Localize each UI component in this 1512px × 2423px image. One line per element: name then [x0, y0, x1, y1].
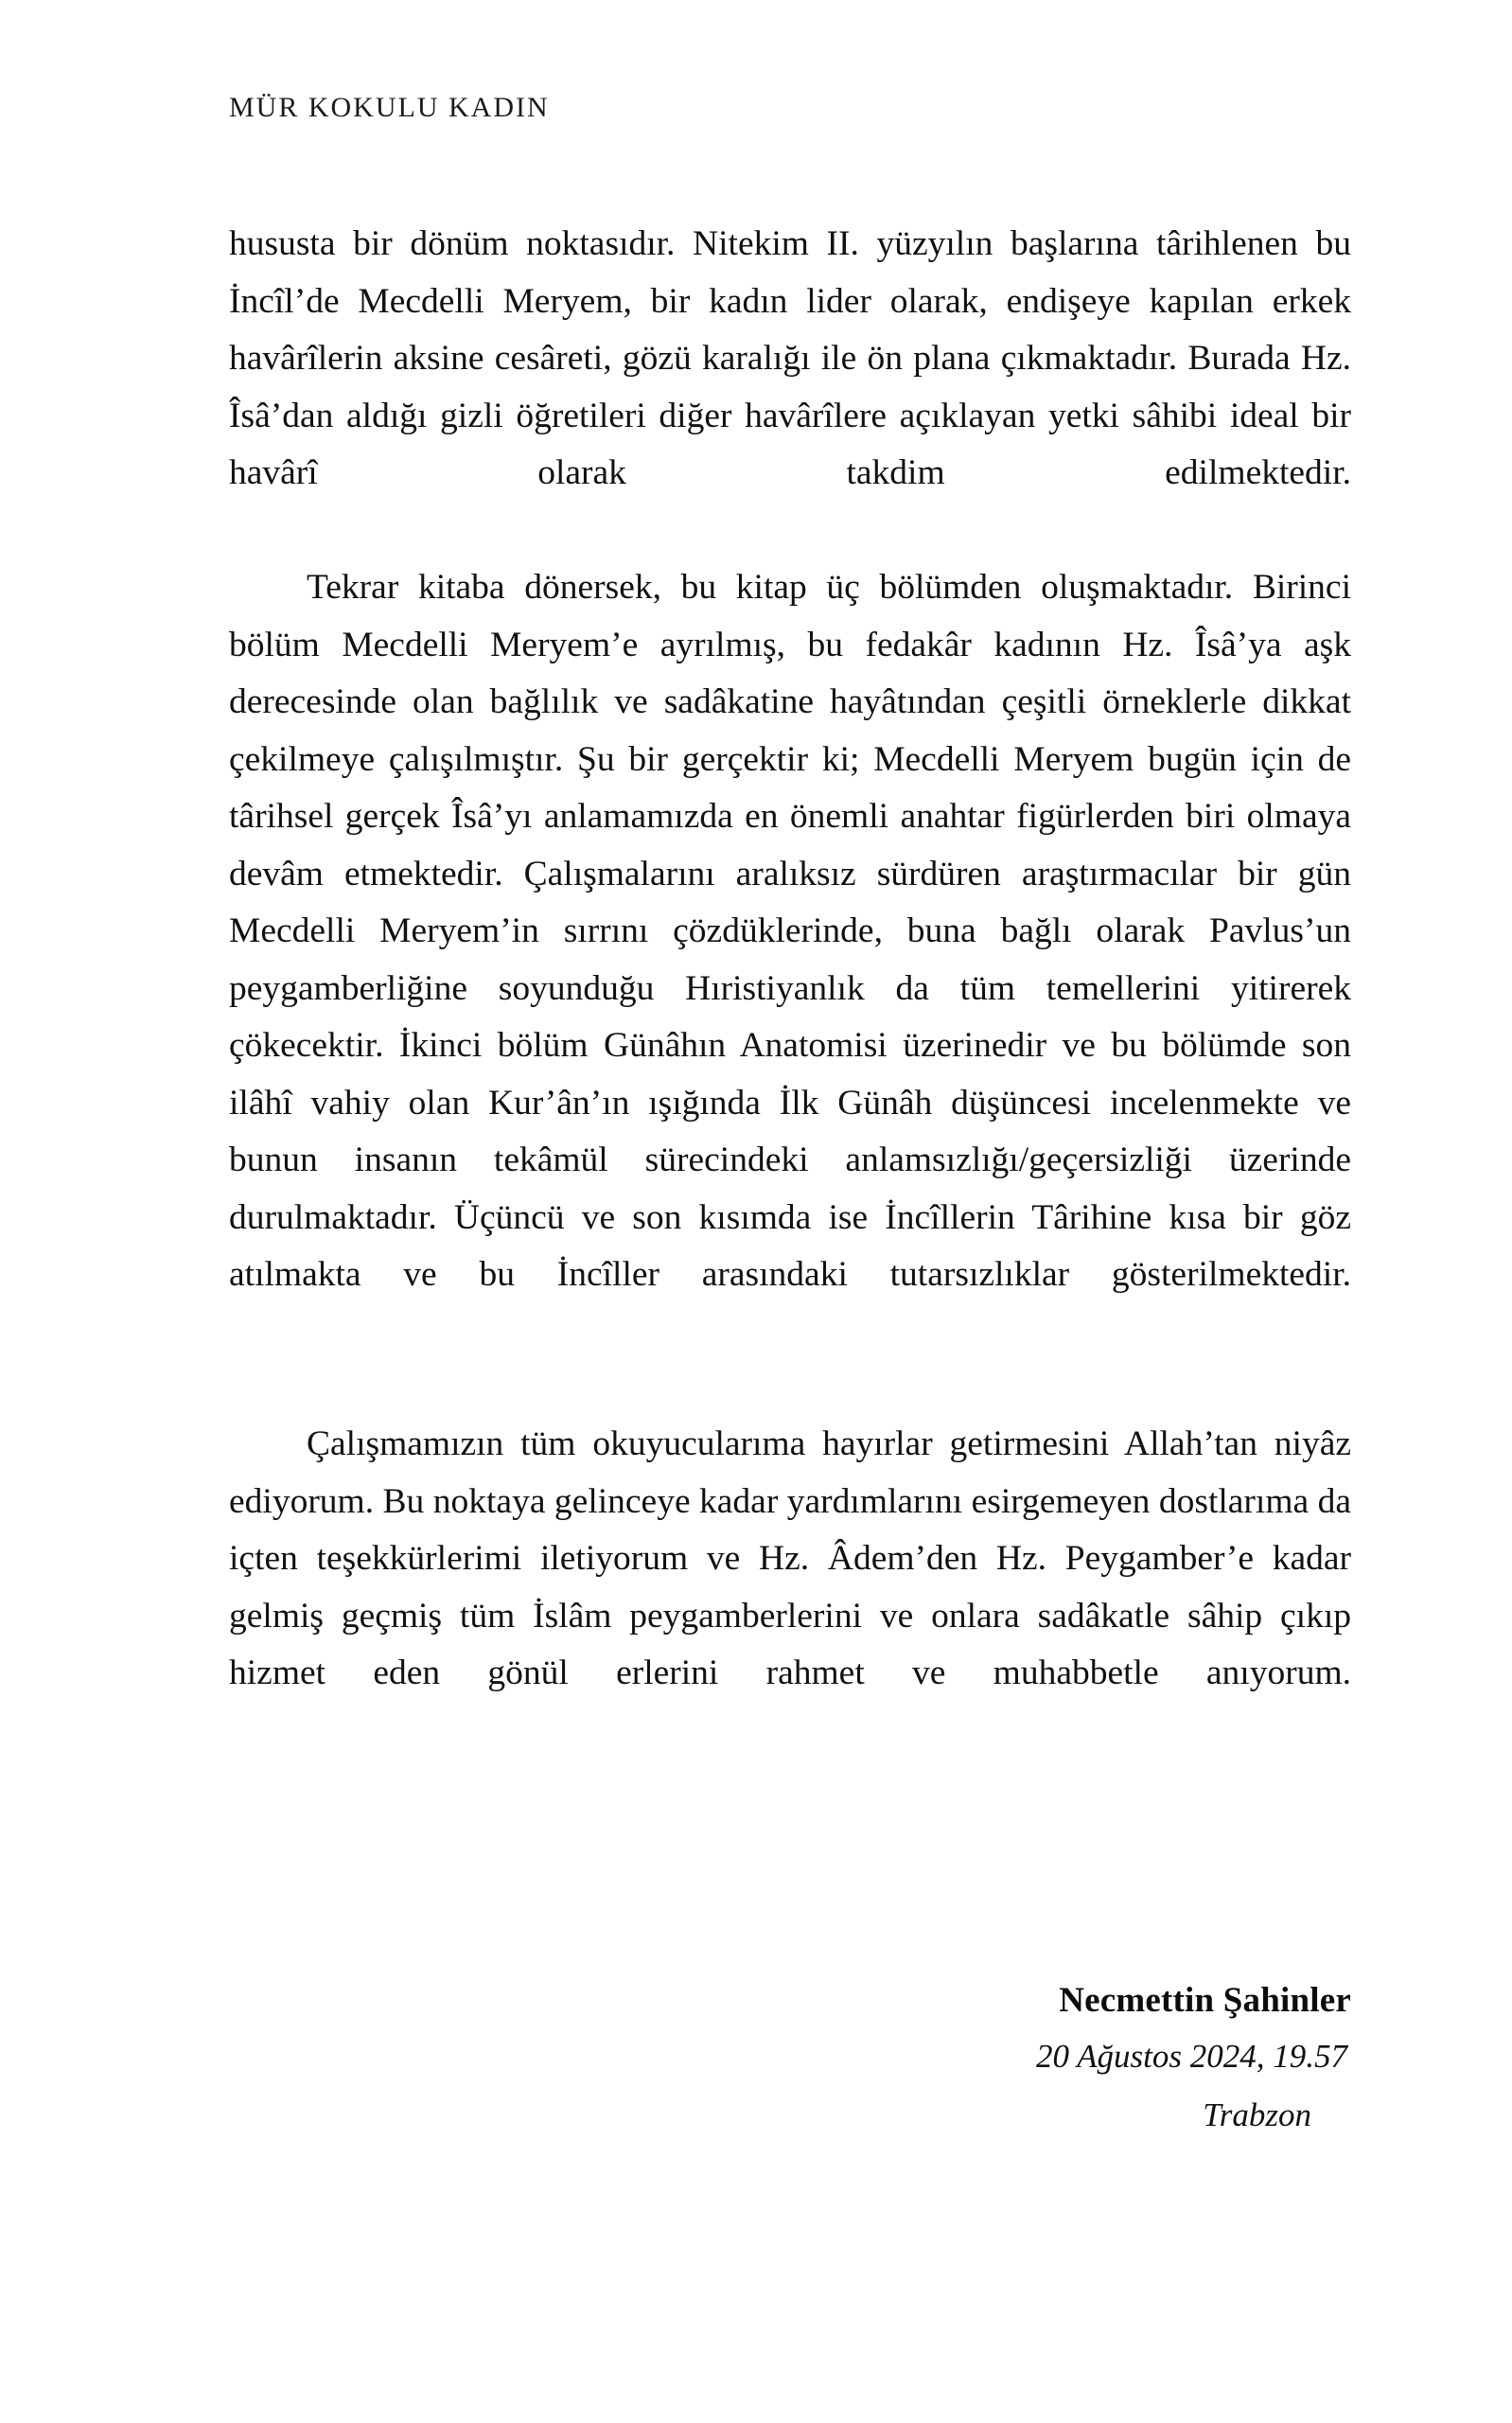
signature-block: [229, 1974, 1351, 2145]
signature-date: 20 Ağustos 2024, 19.57: [1036, 2038, 1347, 2075]
running-head: MÜR KOKULU KADIN: [229, 92, 550, 123]
body-paragraph-1: hususta bir dönüm noktasıdır. Nitekim II. yüzyılın başlarına târihlenen bu İncîl’de Mecdelli Meryem, bir kadın lider olarak, endişeye kapılan erkek havârîlerin aksine cesâreti, gözü karalığı ile ön plana çıkmaktadır. Burada Hz. Îsâ’dan aldığı gizli öğretileri diğer havârîlere açıklayan yetki sâhibi ideal bir havârî olarak takdim edilmektedir.: [229, 224, 1351, 492]
signature-author-name: Necmettin Şahinler: [1059, 1981, 1351, 2020]
body-paragraph-3: Çalışmamızın tüm okuyucularıma hayırlar getirmesini Allah’tan niyâz ediyorum. Bu noktaya gelinceye kadar yardımlarını esirgemeyen dostlarıma da içten teşekkürlerimi iletiyorum ve Hz. Âdem’den Hz. Peygamber’e kadar gelmiş geçmiş tüm İslâm peygamberlerini ve onlara sadâkatle sâhip çıkıp hizmet eden gönül erlerini rahmet ve muhabbetle anıyorum.: [229, 1424, 1351, 1692]
body-text-column: [229, 216, 1351, 1760]
signature-place: Trabzon: [1203, 2096, 1311, 2133]
body-paragraph-2: Tekrar kitaba dönersek, bu kitap üç bölümden oluşmaktadır. Birinci bölüm Mecdelli Meryem’e ayrılmış, bu fedakâr kadının Hz. Îsâ’ya aşk derecesinde olan bağlılık ve sadâkatine hayâtından çeşitli örneklerle dikkat çekilmeye çalışılmıştır. Şu bir gerçektir ki; Mecdelli Meryem bugün için de târihsel gerçek Îsâ’yı anlamamızda en önemli anahtar figürlerden biri olmaya devâm etmektedir. Çalışmalarını aralıksız sürdüren araştırmacılar bir gün Mecdelli Meryem’in sırrını çözdüklerinde, buna bağlı olarak Pavlus’un peygamberliğine soyunduğu Hıristiyanlık da tüm temellerini yitirerek çökecektir. İkinci bölüm Günâhın Anatomisi üzerinedir ve bu bölümde son ilâhî vahiy olan Kur’ân’ın ışığında İlk Günâh düşüncesi incelenmekte ve bunun insanın tekâmül sürecindeki anlamsızlığı/geçersizliği üzerinde durulmaktadır. Üçüncü ve son kısımda ise İncîllerin Târihine kısa bir göz atılmakta ve bu İncîller arasındaki tutarsızlıklar gösterilmektedir.: [229, 568, 1351, 1294]
